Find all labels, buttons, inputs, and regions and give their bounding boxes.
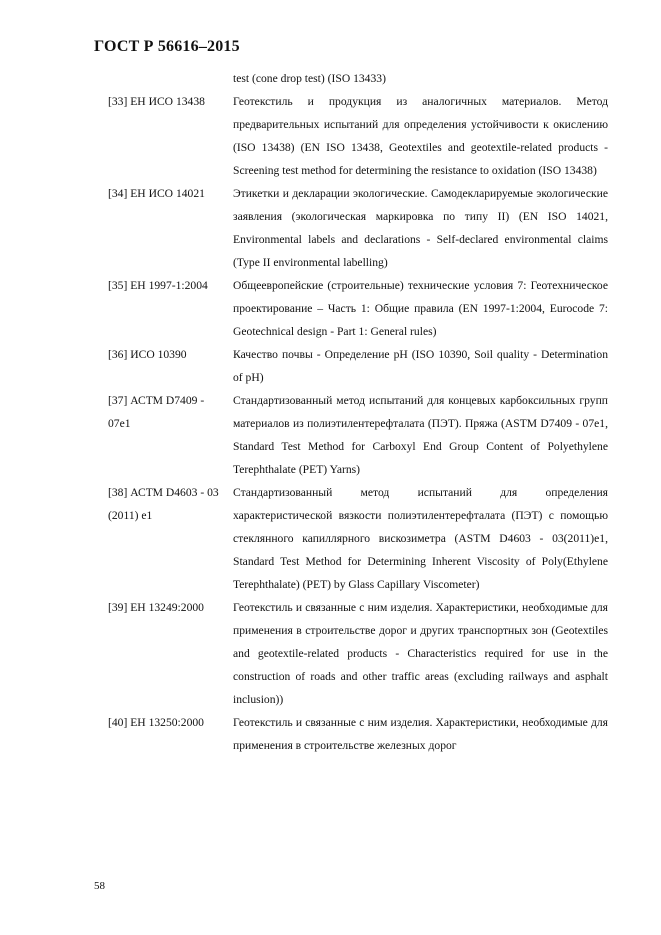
reference-number: [34] ЕН ИСО 14021 bbox=[108, 187, 205, 200]
reference-number: [37] АСТМ D7409 - 07e1 bbox=[108, 394, 205, 430]
reference-entry bbox=[108, 389, 608, 481]
reference-text: Этикетки и декларации экологические. Самодекларируемые экологические заявления (экологическая маркировка по типу II) (EN ISO 14021, Environmental labels and declarations - Self-declared environmental claims (Type II environmental labelling) bbox=[233, 187, 608, 269]
reference-number: [33] ЕН ИСО 13438 bbox=[108, 95, 205, 108]
reference-text: Геотекстиль и связанные с ним изделия. Характеристики, необходимые для применения в строительстве дорог и других транспортных зон (Geotextiles and geotextile-related products - Characteristics required for use in the construction of roads and other traffic areas (excluding railways and asphalt inclusion)) bbox=[233, 601, 608, 706]
standard-header: ГОСТ Р 56616–2015 bbox=[94, 38, 240, 55]
reference-number: [36] ИСО 10390 bbox=[108, 348, 187, 361]
reference-entry bbox=[108, 274, 608, 343]
reference-number: [35] ЕН 1997-1:2004 bbox=[108, 279, 208, 292]
reference-text: Геотекстиль и продукция из аналогичных материалов. Метод предварительных испытаний для определения устойчивости к окислению (ISO 13438) (EN ISO 13438, Geotextiles and geotextile-related products - Screening test method for determining the resistance to oxidation (ISO 13438) bbox=[233, 95, 608, 177]
reference-text: Качество почвы - Определение рН (ISO 10390, Soil quality - Determination of pH) bbox=[233, 348, 608, 384]
reference-number: [39] ЕН 13249:2000 bbox=[108, 601, 204, 614]
continued-reference-text: test (cone drop test) (ISO 13433) bbox=[233, 72, 386, 85]
reference-text: Общеевропейские (строительные) технические условия 7: Геотехническое проектирование – Часть 1: Общие правила (EN 1997-1:2004, Eurocode 7: Geotechnical design - Part 1: General rules) bbox=[233, 279, 608, 338]
reference-text: Стандартизованный метод испытаний для концевых карбоксильных групп материалов из полиэтилентерефталата (ПЭТ). Пряжа (ASTM D7409 - 07e1, Standard Test Method for Carboxyl End Group Content of Polyethylene Terephthalate (PET) Yarns) bbox=[233, 394, 608, 476]
reference-number: [38] АСТМ D4603 - 03 (2011) e1 bbox=[108, 486, 219, 522]
reference-entry bbox=[108, 596, 608, 711]
reference-text: Стандартизованный метод испытаний для определения характеристической вязкости полиэтилентерефталата (ПЭТ) с помощью стеклянного капиллярного вискозиметра (ASTM D4603 - 03(2011)e1, Standard Test Method for Determining Inherent Viscosity of Poly(Ethylene Terephthalate) (PET) by Glass Capillary Viscometer) bbox=[233, 486, 608, 591]
reference-entry bbox=[108, 481, 608, 596]
bibliography-list bbox=[108, 67, 608, 757]
reference-entry bbox=[108, 90, 608, 182]
reference-entry bbox=[108, 343, 608, 389]
page-number: 58 bbox=[94, 880, 105, 892]
reference-number: [40] ЕН 13250:2000 bbox=[108, 716, 204, 729]
reference-entry bbox=[108, 182, 608, 274]
reference-entry bbox=[108, 711, 608, 757]
reference-text: Геотекстиль и связанные с ним изделия. Характеристики, необходимые для применения в строительстве железных дорог bbox=[233, 716, 608, 752]
